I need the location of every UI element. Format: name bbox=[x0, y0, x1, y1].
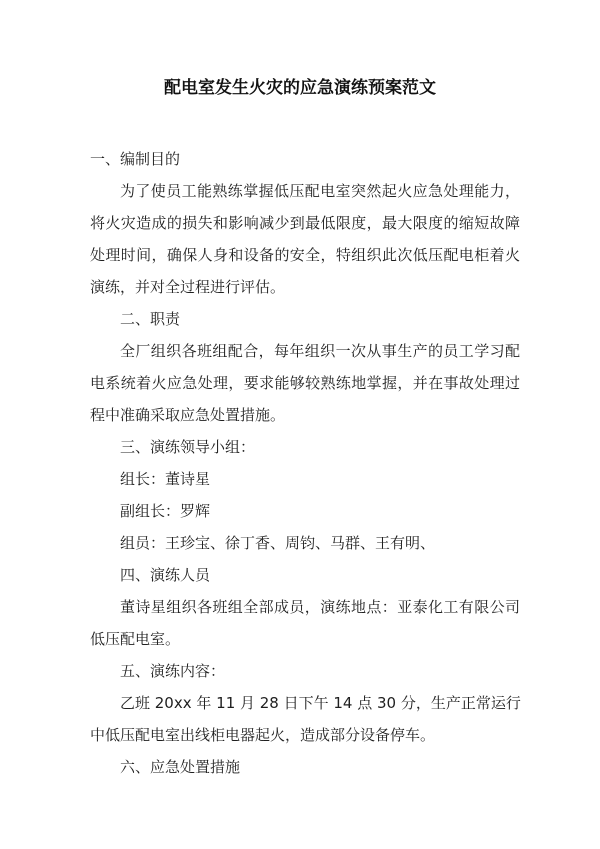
paragraph-line: 电系统着火应急处理，要求能够较熟练地掌握，并在事故处理过 bbox=[90, 374, 520, 392]
paragraph-line: 演练，并对全过程进行评估。 bbox=[90, 278, 286, 296]
paragraph-line: 低压配电室。 bbox=[90, 630, 181, 648]
section-heading-purpose: 一、编制目的 bbox=[90, 150, 181, 168]
section-heading-duties: 二、职责 bbox=[120, 310, 181, 328]
paragraph-line: 中低压配电室出线柜电器起火，造成部分设备停车。 bbox=[90, 726, 436, 744]
paragraph-line: 程中准确采取应急处置措施。 bbox=[90, 406, 286, 424]
members-line: 组员：王珍宝、徐丁香、周钧、马群、王有明、 bbox=[120, 534, 436, 552]
section-heading-personnel: 四、演练人员 bbox=[120, 566, 211, 584]
paragraph-line: 乙班 20xx 年 11 月 28 日下午 14 点 30 分，生产正常运行 bbox=[120, 694, 521, 712]
paragraph-line: 全厂组织各班组配合，每年组织一次从事生产的员工学习配 bbox=[120, 342, 520, 360]
document-body bbox=[90, 143, 520, 783]
deputy-leader-line: 副组长：罗辉 bbox=[120, 502, 211, 520]
paragraph-line: 为了使员工能熟练掌握低压配电室突然起火应急处理能力， bbox=[120, 182, 520, 200]
paragraph-line: 董诗星组织各班组全部成员，演练地点：亚泰化工有限公司 bbox=[120, 598, 520, 616]
paragraph-line: 将火灾造成的损失和影响减少到最低限度，最大限度的缩短故障 bbox=[90, 214, 520, 232]
document-title: 配电室发生火灾的应急演练预案范文 bbox=[164, 78, 436, 98]
section-heading-leadership: 三、演练领导小组： bbox=[120, 438, 256, 456]
section-heading-content: 五、演练内容： bbox=[120, 662, 226, 680]
leader-line: 组长：董诗星 bbox=[120, 470, 211, 488]
paragraph-line: 处理时间，确保人身和设备的安全，特组织此次低压配电柜着火 bbox=[90, 246, 520, 264]
section-heading-measures: 六、应急处置措施 bbox=[120, 758, 241, 776]
